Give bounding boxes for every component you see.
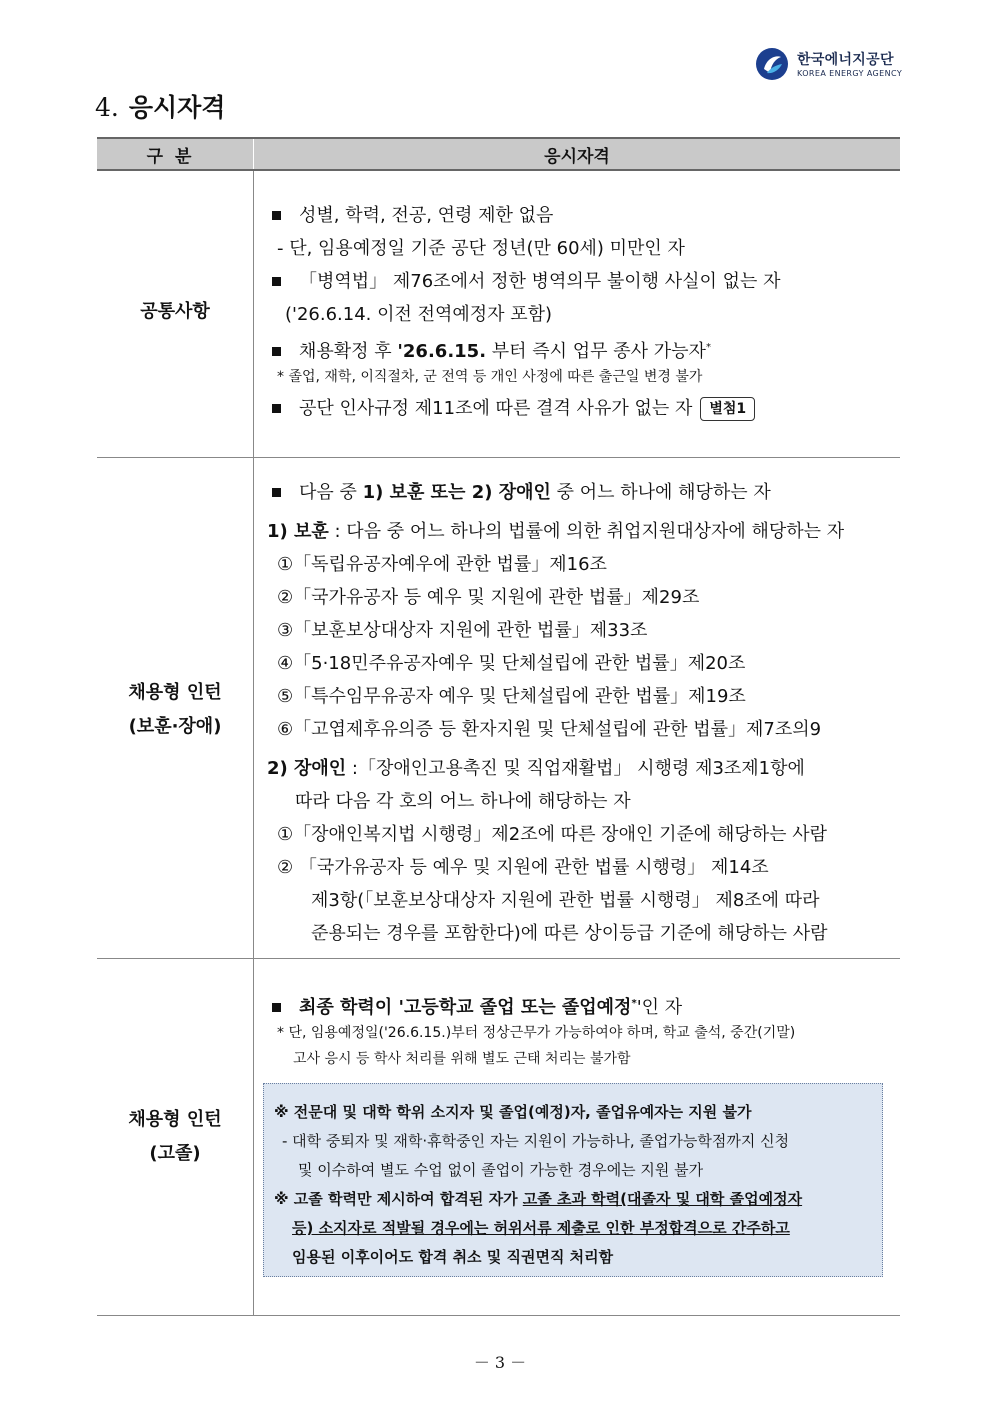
square-bullet-icon — [272, 1003, 281, 1012]
footnote: 고사 응시 등 학사 처리를 위해 별도 근태 처리는 불가함 — [293, 1051, 631, 1067]
table-row-intern-highschool — [97, 959, 900, 1316]
page-number: － 3 － — [473, 1353, 527, 1372]
notice-line: 및 이수하여 별도 수업 없이 졸업이 가능한 경우에는 지원 불가 — [298, 1161, 704, 1179]
row-content-intern-highschool — [267, 987, 892, 1072]
list-item: - 단, 임용예정일 기준 공단 정년(만 60세) 미만인 자 — [277, 238, 685, 259]
row-label-intern-veteran-disabled: 채용형 인턴 (보훈·장애) — [128, 682, 222, 737]
list-item: 최종 학력이 '고등학교 졸업 또는 졸업예정*'인 자 — [267, 987, 892, 1020]
list-item: ①「장애인복지법 시행령」제2조에 따른 장애인 기준에 해당하는 사람 — [277, 824, 828, 845]
list-item: ('26.6.14. 이전 전역예정자 포함) — [285, 304, 553, 325]
header-qualification: 응시자격 — [544, 147, 610, 167]
list-item: ④「5·18민주유공자예우 및 단체설립에 관한 법률」제20조 — [277, 653, 746, 674]
square-bullet-icon — [272, 211, 281, 220]
row-label-common: 공통사항 — [140, 301, 210, 322]
list-item: 제3항(「보훈보상대상자 지원에 관한 법률 시행령」 제8조에 따라 — [311, 890, 820, 911]
agency-name-korean: 한국에너지공단 — [797, 52, 894, 68]
square-bullet-icon — [272, 488, 281, 497]
list-item: 2) 장애인 :「장애인고용촉진 및 직업재활법」 시행령 제3조제1항에 — [267, 758, 805, 779]
agency-logo-icon — [755, 47, 789, 81]
list-item: ①「독립유공자예우에 관한 법률」제16조 — [277, 554, 607, 575]
notice-line: - 대학 중퇴자 및 재학·휴학중인 자는 지원이 가능하나, 졸업가능학점까지 신청 — [282, 1132, 790, 1150]
list-item: ③「보훈보상대상자 지원에 관한 법률」제33조 — [277, 620, 648, 641]
notice-line: ※ 고졸 학력만 제시하여 합격된 자가 고졸 초과 학력(대졸자 및 대학 졸업예정자 — [274, 1190, 803, 1208]
table-row-intern-veteran-disabled — [97, 458, 900, 959]
agency-name-english: KOREA ENERGY AGENCY — [797, 69, 903, 78]
row-label-intern-highschool: 채용형 인턴 (고졸) — [128, 1109, 222, 1164]
section-title-text: 응시자격 — [128, 93, 226, 122]
notice-line: 등) 소지자로 적발될 경우에는 허위서류 제출로 인한 부정합격으로 간주하고 — [292, 1219, 790, 1237]
list-item: 성별, 학력, 전공, 연령 제한 없음 — [267, 199, 892, 232]
header-category: 구분 — [146, 147, 204, 167]
square-bullet-icon — [272, 277, 281, 286]
list-item: 다음 중 1) 보훈 또는 2) 장애인 중 어느 하나에 해당하는 자 — [267, 476, 892, 509]
notice-line: 임용된 이후이어도 합격 취소 및 직권면직 처리함 — [292, 1248, 614, 1266]
list-item: ② 「국가유공자 등 예우 및 지원에 관한 법률 시행령」 제14조 — [277, 857, 769, 878]
square-bullet-icon — [272, 404, 281, 413]
list-item: 채용확정 후 '26.6.15. 부터 즉시 업무 종사 가능자* — [267, 331, 892, 364]
warning-notice-box — [263, 1083, 883, 1277]
table-row-common — [97, 171, 900, 458]
agency-logo — [755, 45, 905, 85]
list-item: 따라 다음 각 호의 어느 하나에 해당하는 자 — [295, 791, 631, 812]
list-item: ②「국가유공자 등 예우 및 지원에 관한 법률」제29조 — [277, 587, 700, 608]
list-item: ⑥「고엽제후유의증 등 환자지원 및 단체설립에 관한 법률」제7조의9 — [277, 719, 822, 740]
section-number: 4. — [95, 93, 119, 122]
list-item: ⑤「특수임무유공자 예우 및 단체설립에 관한 법률」제19조 — [277, 686, 746, 707]
list-item: 공단 인사규정 제11조에 따른 결격 사유가 없는 자 별첨1 — [267, 390, 892, 428]
list-item: 1) 보훈 : 다음 중 어느 하나의 법률에 의한 취업지원대상자에 해당하는 자 — [267, 521, 845, 542]
table-header — [97, 137, 900, 171]
attachment-tag: 별첨1 — [700, 397, 755, 421]
footnote: * 졸업, 재학, 이직절차, 군 전역 등 개인 사정에 따른 출근일 변경 불가 — [277, 369, 703, 385]
list-item: 준용되는 경우를 포함한다)에 따른 상이등급 기준에 해당하는 사람 — [311, 923, 828, 944]
notice-line: ※ 전문대 및 대학 학위 소지자 및 졸업(예정)자, 졸업유예자는 지원 불가 — [274, 1103, 752, 1121]
row-content-intern-veteran-disabled — [267, 476, 892, 950]
square-bullet-icon — [272, 347, 281, 356]
row-content-common — [267, 199, 892, 428]
qualification-table — [97, 137, 900, 1316]
section-title — [95, 88, 225, 124]
footnote: * 단, 임용예정일('26.6.15.)부터 정상근무가 가능하여야 하며, 학교 출석, 중간(기말) — [277, 1025, 796, 1041]
list-item: 「병역법」 제76조에서 정한 병역의무 불이행 사실이 없는 자 — [267, 265, 892, 298]
